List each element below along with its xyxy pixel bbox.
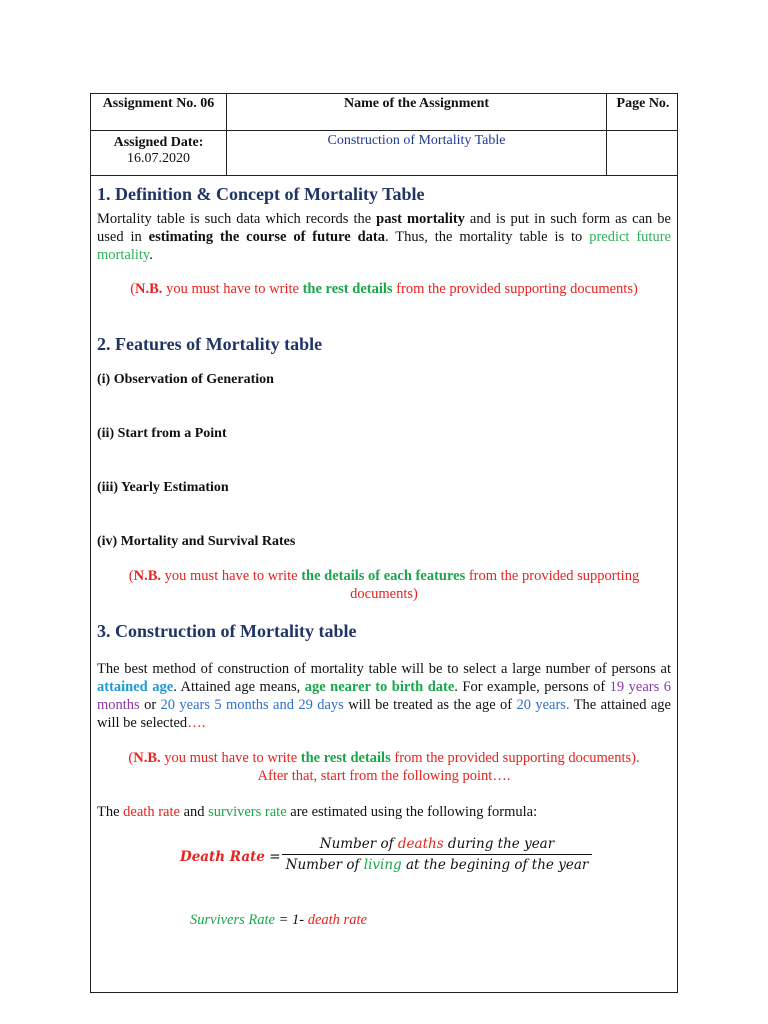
- fraction-numerator: [282, 836, 592, 852]
- equals-sign: =: [264, 849, 281, 865]
- s3-nb-b: N.B.: [133, 750, 161, 766]
- section3-after-note: [97, 767, 671, 785]
- f-intro-b: death rate: [123, 804, 180, 820]
- s3-text-j: 20 years.: [516, 697, 570, 713]
- section2-note: [97, 567, 671, 603]
- section3-note: [97, 749, 671, 767]
- num-b: deaths: [397, 836, 444, 852]
- s3-text-e: . For example, persons of: [454, 679, 610, 695]
- s1-text-f: predict future mortality: [97, 229, 671, 263]
- formula-intro: [97, 803, 671, 821]
- page-no-label: Page No.: [616, 96, 670, 111]
- death-rate-label: Death Rate: [180, 849, 265, 865]
- s1-text-d: estimating the course of future data: [148, 229, 385, 245]
- s1-text-a: Mortality table is such data which records the: [97, 211, 377, 227]
- section2-heading: 2. Features of Mortality table: [97, 334, 323, 354]
- assigned-date-cell: [91, 131, 227, 175]
- section1-paragraph: [97, 210, 671, 264]
- assignment-page-frame: [90, 93, 678, 993]
- s1-nb-e: from the provided supporting documents): [392, 281, 638, 297]
- s3-text-g: or: [139, 697, 161, 713]
- feature-item: (iii) Yearly Estimation: [97, 480, 229, 495]
- s2-nb-e: from the provided supporting documents): [350, 568, 640, 602]
- assignment-no: Assignment No. 06: [91, 94, 227, 130]
- s3-text-c: . Attained age means,: [173, 679, 305, 695]
- den-c: at the begining of the year: [401, 857, 589, 873]
- s1-nb-c: you must have to write: [162, 281, 303, 297]
- num-a: Number of: [319, 836, 398, 852]
- s3-text-b: attained age: [97, 679, 174, 695]
- den-b: living: [363, 857, 402, 873]
- feature-item: (i) Observation of Generation: [97, 372, 274, 387]
- s3-text-h: 20 years 5 months and 29 days: [160, 697, 344, 713]
- assignment-name-label: Name of the Assignment: [227, 94, 607, 130]
- section3-paragraph: [97, 660, 671, 732]
- death-rate-lhs: [180, 849, 281, 865]
- s1-text-c: and is put in such form as can be used in: [97, 211, 671, 245]
- f-intro-c: and: [179, 804, 209, 820]
- survivers-rate-eq: = 1-: [274, 912, 308, 928]
- s1-text-b: past mortality: [376, 211, 465, 227]
- s3-text-d: age nearer to birth date: [304, 679, 455, 695]
- f-intro-d: survivers rate: [208, 804, 287, 820]
- s1-nb-a: (: [130, 281, 136, 297]
- s2-nb-b: N.B.: [133, 568, 162, 584]
- survivers-rate-formula: [190, 912, 367, 929]
- assigned-date-label: Assigned Date:: [113, 135, 204, 150]
- fraction-bar: [282, 854, 592, 855]
- den-a: Number of: [285, 857, 364, 873]
- page-no-value: [607, 131, 679, 175]
- s2-nb-d: the details of each features: [301, 568, 466, 584]
- s3-nb-e: from the provided supporting documents).: [390, 750, 640, 766]
- s1-text-e: . Thus, the mortality table is to: [384, 229, 590, 245]
- s3-text-k: The attained age will be selected: [97, 697, 671, 731]
- section3-heading: 3. Construction of Mortality table: [97, 621, 357, 641]
- s1-nb-d: the rest details: [302, 281, 393, 297]
- fraction-denominator: [282, 857, 592, 873]
- section1-note: [97, 280, 671, 298]
- survivers-rate-label: Survivers Rate: [190, 912, 275, 928]
- s1-nb-b: N.B.: [135, 281, 163, 297]
- feature-item: (iv) Mortality and Survival Rates: [97, 534, 296, 549]
- survivers-rate-death: death rate: [307, 912, 367, 928]
- f-intro-e: are estimated using the following formula:: [286, 804, 538, 820]
- death-rate-fraction: [282, 836, 592, 873]
- s3-after-text: After that, start from the following point: [257, 768, 493, 784]
- s3-after-dots: ….: [492, 768, 511, 784]
- s3-text-a: The best method of construction of mortality table will be to select a large number of persons at: [97, 661, 671, 677]
- s3-text-i: will be treated as the age of: [343, 697, 517, 713]
- s3-text-l: ….: [187, 715, 206, 731]
- feature-item: (ii) Start from a Point: [97, 426, 227, 441]
- s3-nb-a: (: [128, 750, 134, 766]
- s3-nb-d: the rest details: [300, 750, 391, 766]
- assignment-title: Construction of Mortality Table: [227, 131, 607, 175]
- num-c: during the year: [443, 836, 555, 852]
- header-row-2: [91, 131, 677, 176]
- section1-heading: 1. Definition & Concept of Mortality Table: [97, 184, 425, 204]
- s3-text-f: 19 years 6 months: [97, 679, 672, 713]
- assigned-date-value: 16.07.2020: [127, 151, 190, 166]
- header-row-1: [91, 94, 677, 131]
- s2-nb-c: you must have to write: [161, 568, 302, 584]
- s3-nb-c: you must have to write: [160, 750, 301, 766]
- s1-text-g: .: [149, 247, 153, 263]
- f-intro-a: The: [97, 804, 124, 820]
- s2-nb-a: (: [128, 568, 134, 584]
